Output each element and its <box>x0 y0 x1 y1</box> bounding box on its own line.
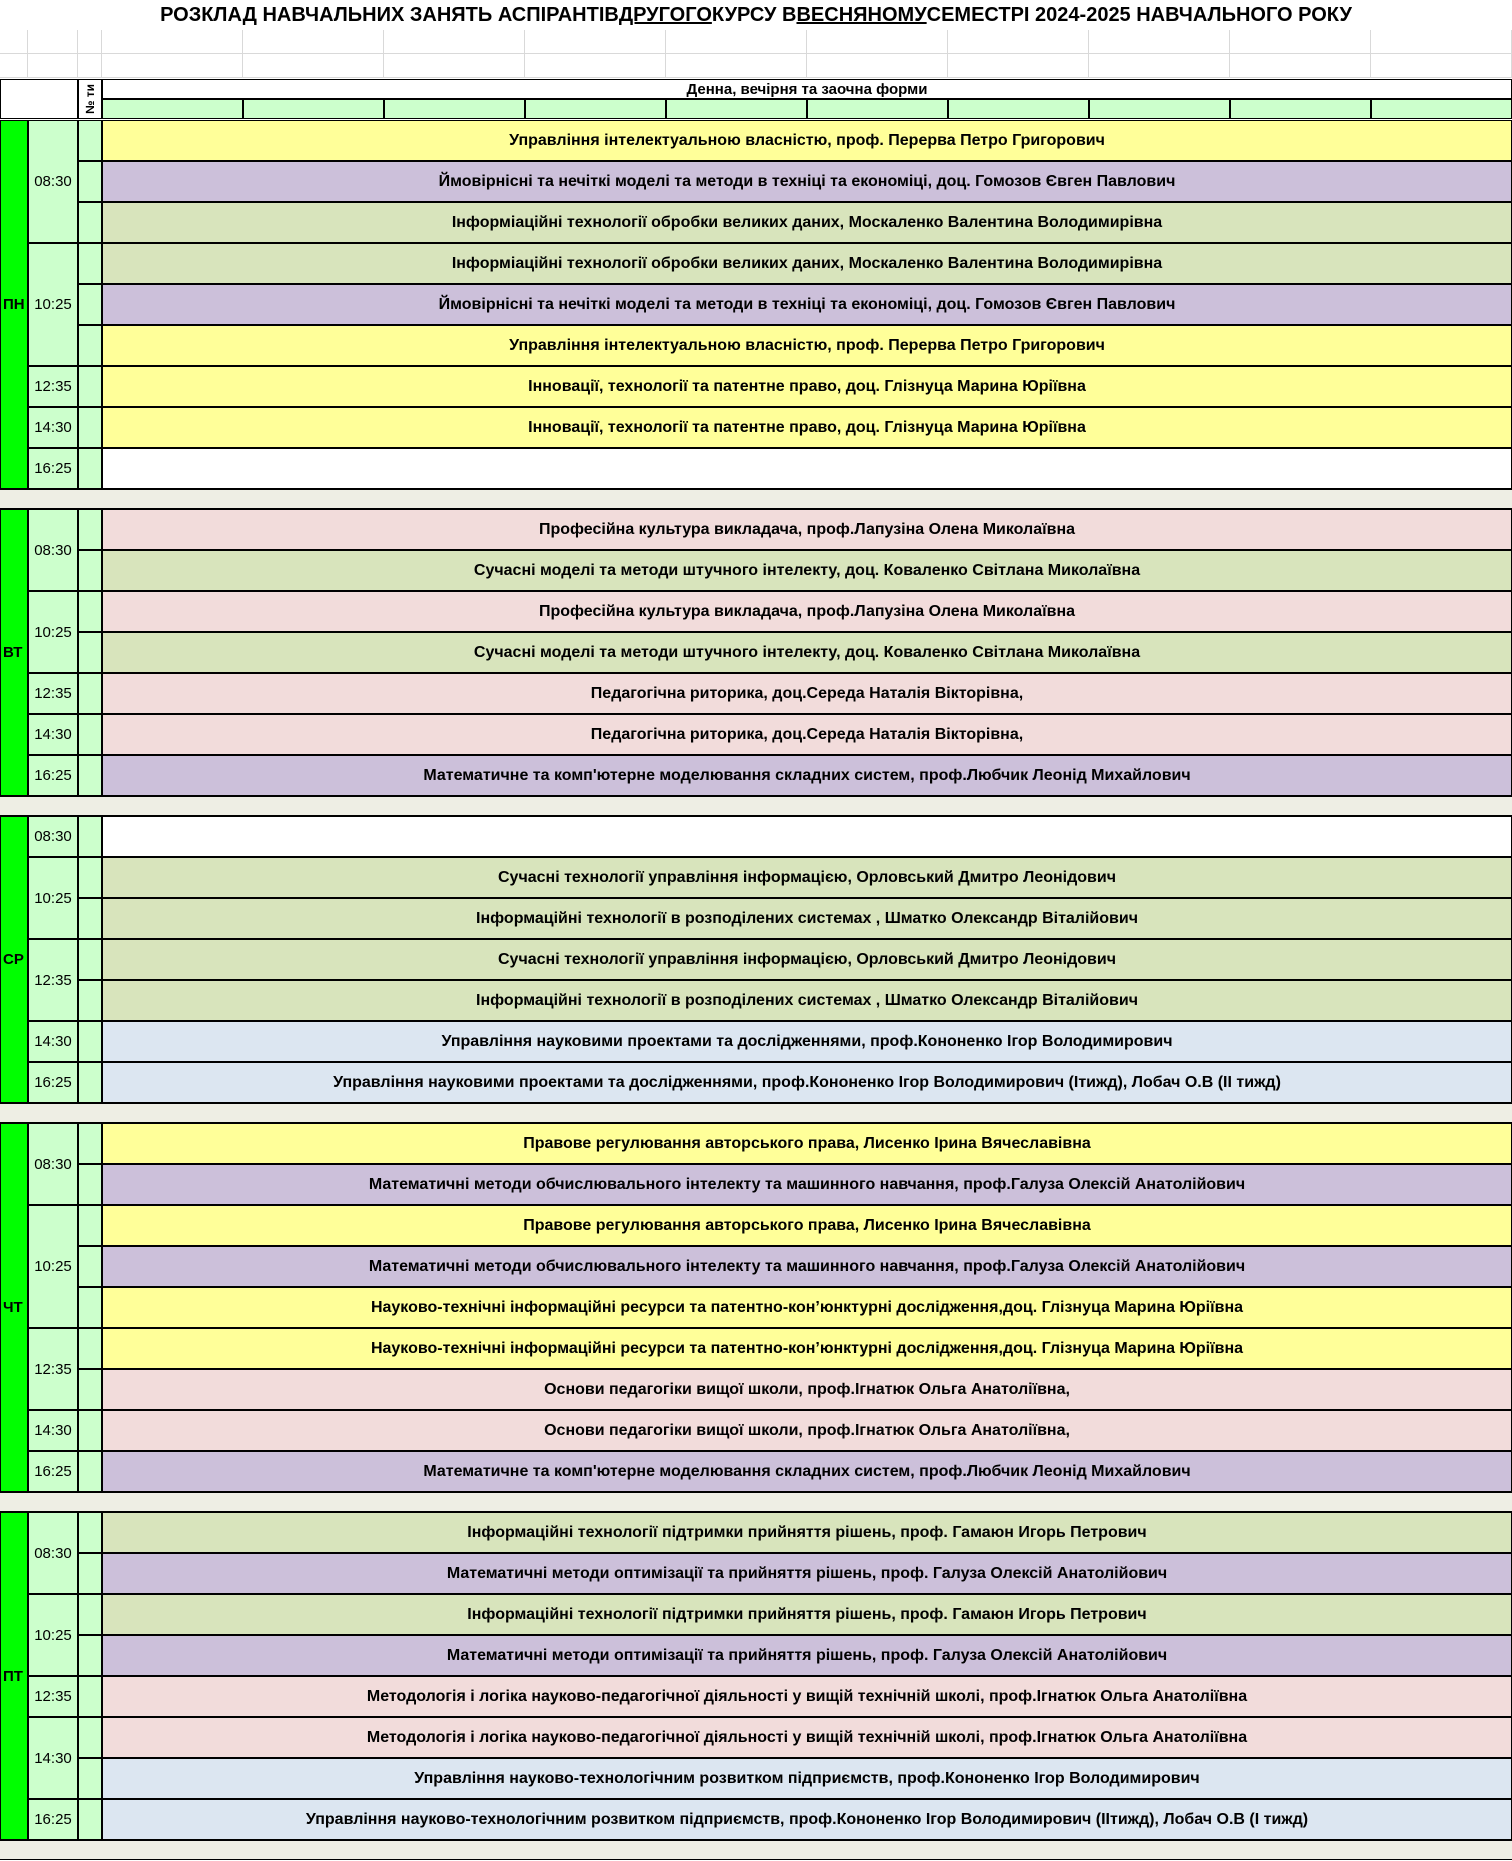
empty-grid-cell <box>1089 30 1230 54</box>
forms-subheader-cell <box>1230 99 1371 119</box>
type-number-cell <box>78 755 102 796</box>
forms-subheader-cell <box>525 99 666 119</box>
class-cell <box>102 816 1512 857</box>
forms-subheader-cell <box>1371 99 1512 119</box>
type-number-cell <box>78 1799 102 1840</box>
class-cell: Сучасні технології управління інформацією, Орловський Дмитро Леонідович <box>102 939 1512 980</box>
forms-subheader-cell <box>384 99 525 119</box>
type-number-cell <box>78 1123 102 1164</box>
time-slot: 14:30 <box>28 1410 78 1451</box>
type-number-cell <box>78 1021 102 1062</box>
empty-grid-cell <box>948 54 1089 78</box>
time-slot: 10:25 <box>28 1205 78 1328</box>
time-slot: 16:25 <box>28 448 78 489</box>
empty-grid-cell <box>0 30 28 54</box>
time-slot: 14:30 <box>28 714 78 755</box>
type-number-cell <box>78 120 102 161</box>
type-number-cell <box>78 816 102 857</box>
type-number-cell <box>78 1062 102 1103</box>
type-number-cell <box>78 1758 102 1799</box>
class-cell: Управління науково-технологічним розвитком підприємств, проф.Кононенко Ігор Володимирович (ІІтижд), Лобач О.В (І тижд) <box>102 1799 1512 1840</box>
class-cell: Інформаційні технології підтримки прийняття рішень, проф. Гамаюн Игорь Петрович <box>102 1594 1512 1635</box>
title-part-2: ДРУГОГО <box>618 3 712 26</box>
type-number-cell <box>78 1512 102 1553</box>
forms-subheader-cell <box>666 99 807 119</box>
forms-subheader-cell <box>102 99 243 119</box>
time-slot: 12:35 <box>28 673 78 714</box>
class-cell: Математичні методи обчислювального інтелекту та машинного навчання, проф.Галуза Олексій Анатолійович <box>102 1164 1512 1205</box>
empty-grid-cell <box>1230 54 1371 78</box>
type-number-label: № ти <box>83 84 97 114</box>
day-separator <box>0 796 1512 816</box>
day-label-5: ПТ <box>0 1512 28 1840</box>
type-number-cell <box>78 1246 102 1287</box>
time-slot: 14:30 <box>28 1021 78 1062</box>
class-cell: Основи педагогіки вищої школи, проф.Ігнатюк Ольга Анатоліївна, <box>102 1369 1512 1410</box>
empty-grid-cell <box>384 54 525 78</box>
time-slot: 16:25 <box>28 1062 78 1103</box>
empty-grid-cell <box>525 54 666 78</box>
class-cell: Математичне та комп'ютерне моделювання складних систем, проф.Любчик Леонід Михайлович <box>102 1451 1512 1492</box>
type-number-cell <box>78 550 102 591</box>
time-slot: 12:35 <box>28 1328 78 1410</box>
time-slot: 10:25 <box>28 243 78 366</box>
class-cell: Інформіаційні технології обробки великих даних, Москаленко Валентина Володимирівна <box>102 202 1512 243</box>
class-cell: Науково-технічні інформаційні ресурси та патентно-кон’юнктурні дослідження,доц. Глізнуца Марина Юріївна <box>102 1287 1512 1328</box>
class-cell: Управління науковими проектами та дослідженнями, проф.Кононенко Ігор Володимирович <box>102 1021 1512 1062</box>
empty-grid-cell <box>28 30 78 54</box>
type-number-cell <box>78 1451 102 1492</box>
title-part-3: КУРСУ В <box>711 3 797 26</box>
header-blank <box>0 79 78 119</box>
class-cell: Управління науково-технологічним розвитком підприємств, проф.Кононенко Ігор Володимирович <box>102 1758 1512 1799</box>
type-number-cell <box>78 161 102 202</box>
class-cell: Сучасні технології управління інформацією, Орловський Дмитро Леонідович <box>102 857 1512 898</box>
time-slot: 10:25 <box>28 591 78 673</box>
class-cell: Професійна культура викладача, проф.Лапузіна Олена Миколаївна <box>102 591 1512 632</box>
time-slot: 14:30 <box>28 1717 78 1799</box>
class-cell: Інформіаційні технології обробки великих даних, Москаленко Валентина Володимирівна <box>102 243 1512 284</box>
class-cell: Правове регулювання авторського права, Лисенко Ірина Вячеславівна <box>102 1123 1512 1164</box>
type-number-cell <box>78 366 102 407</box>
type-number-cell <box>78 1635 102 1676</box>
day-label-1: ПН <box>0 120 28 489</box>
type-number-cell <box>78 284 102 325</box>
empty-grid-cell <box>28 54 78 78</box>
class-cell: Методологія і логіка науково-педагогічної діяльності у вищій технічній школі, проф.Ігнатюк Ольга Анатоліївна <box>102 1717 1512 1758</box>
type-number-cell <box>78 1164 102 1205</box>
type-number-cell <box>78 673 102 714</box>
time-slot: 08:30 <box>28 509 78 591</box>
empty-grid-cell <box>243 30 384 54</box>
class-cell: Інформаційні технології в розподілених системах , Шматко Олександр Віталійович <box>102 898 1512 939</box>
type-number-cell <box>78 243 102 284</box>
class-cell: Інформаційні технології в розподілених системах , Шматко Олександр Віталійович <box>102 980 1512 1021</box>
empty-grid-cell <box>666 30 807 54</box>
time-slot: 08:30 <box>28 1512 78 1594</box>
type-number-cell <box>78 1287 102 1328</box>
type-number-cell <box>78 898 102 939</box>
time-slot: 12:35 <box>28 939 78 1021</box>
empty-grid-cell <box>666 54 807 78</box>
class-cell: Управління інтелектуальною власністю, проф. Перерва Петро Григорович <box>102 325 1512 366</box>
type-number-cell <box>78 857 102 898</box>
title-part-1: РОЗКЛАД НАВЧАЛЬНИХ ЗАНЯТЬ АСПІРАНТІВ <box>160 3 619 26</box>
time-slot: 14:30 <box>28 407 78 448</box>
time-slot: 16:25 <box>28 1799 78 1840</box>
type-number-cell <box>78 980 102 1021</box>
empty-grid-cell <box>1089 54 1230 78</box>
class-cell: Математичні методи оптимізації та прийняття рішень, проф. Галуза Олексій Анатолійович <box>102 1553 1512 1594</box>
class-cell: Математичні методи обчислювального інтелекту та машинного навчання, проф.Галуза Олексій Анатолійович <box>102 1246 1512 1287</box>
empty-grid-cell <box>1371 30 1512 54</box>
day-label-4: ЧТ <box>0 1123 28 1492</box>
time-slot: 16:25 <box>28 1451 78 1492</box>
empty-grid-cell <box>807 54 948 78</box>
class-cell: Інформаційні технології підтримки прийняття рішень, проф. Гамаюн Игорь Петрович <box>102 1512 1512 1553</box>
type-number-cell <box>78 1553 102 1594</box>
class-cell <box>102 448 1512 489</box>
day-label-3: СР <box>0 816 28 1103</box>
class-cell: Математичне та комп'ютерне моделювання складних систем, проф.Любчик Леонід Михайлович <box>102 755 1512 796</box>
time-slot: 08:30 <box>28 1123 78 1205</box>
time-slot: 10:25 <box>28 857 78 939</box>
day-separator <box>0 489 1512 509</box>
empty-grid-cell <box>384 30 525 54</box>
type-number-cell <box>78 632 102 673</box>
forms-subheader-cell <box>948 99 1089 119</box>
class-cell: Ймовірнісні та нечіткі моделі та методи в техніці та економіці, доц. Гомозов Євген Павлович <box>102 284 1512 325</box>
forms-subheader-cell <box>1089 99 1230 119</box>
type-number-cell <box>78 591 102 632</box>
type-number-cell <box>78 1676 102 1717</box>
class-cell: Методологія і логіка науково-педагогічної діяльності у вищій технічній школі, проф.Ігнатюк Ольга Анатоліївна <box>102 1676 1512 1717</box>
class-cell: Педагогічна риторика, доц.Середа Наталія Вікторівна, <box>102 673 1512 714</box>
empty-grid-cell <box>0 54 28 78</box>
class-cell: Науково-технічні інформаційні ресурси та патентно-кон’юнктурні дослідження,доц. Глізнуца Марина Юріївна <box>102 1328 1512 1369</box>
time-slot: 16:25 <box>28 755 78 796</box>
empty-grid-cell <box>807 30 948 54</box>
type-number-cell <box>78 1410 102 1451</box>
type-number-cell <box>78 509 102 550</box>
type-number-cell <box>78 1328 102 1369</box>
title-part-4: ВЕСНЯНОМУ <box>796 3 927 26</box>
class-cell: Інновації, технології та патентне право, доц. Глізнуца Марина Юріївна <box>102 366 1512 407</box>
time-slot: 08:30 <box>28 120 78 243</box>
day-separator <box>0 1492 1512 1512</box>
empty-grid-cell <box>525 30 666 54</box>
class-cell: Правове регулювання авторського права, Лисенко Ірина Вячеславівна <box>102 1205 1512 1246</box>
class-cell: Інновації, технології та патентне право, доц. Глізнуца Марина Юріївна <box>102 407 1512 448</box>
forms-header: Денна, вечірня та заочна форми <box>102 79 1512 99</box>
empty-grid-cell <box>78 30 102 54</box>
class-cell: Професійна культура викладача, проф.Лапузіна Олена Миколаївна <box>102 509 1512 550</box>
class-cell: Сучасні моделі та методи штучного інтелекту, доц. Коваленко Світлана Миколаївна <box>102 632 1512 673</box>
type-number-cell <box>78 407 102 448</box>
type-number-header <box>78 79 102 119</box>
type-number-cell <box>78 1205 102 1246</box>
day-label-2: ВТ <box>0 509 28 796</box>
empty-grid-cell <box>102 54 243 78</box>
empty-grid-cell <box>1371 54 1512 78</box>
type-number-cell <box>78 325 102 366</box>
day-separator <box>0 1103 1512 1123</box>
forms-subheader-cell <box>243 99 384 119</box>
type-number-cell <box>78 1717 102 1758</box>
type-number-cell <box>78 202 102 243</box>
type-number-cell <box>78 448 102 489</box>
empty-grid-cell <box>78 54 102 78</box>
class-cell: Ймовірнісні та нечіткі моделі та методи в техніці та економіці, доц. Гомозов Євген Павлович <box>102 161 1512 202</box>
time-slot: 10:25 <box>28 1594 78 1676</box>
empty-grid-cell <box>243 54 384 78</box>
empty-grid-cell <box>102 30 243 54</box>
time-slot: 12:35 <box>28 366 78 407</box>
type-number-cell <box>78 1594 102 1635</box>
title-part-5: СЕМЕСТРІ 2024-2025 НАВЧАЛЬНОГО РОКУ <box>926 3 1352 26</box>
type-number-cell <box>78 1369 102 1410</box>
class-cell: Управління науковими проектами та дослідженнями, проф.Кононенко Ігор Володимирович (Ітижд), Лобач О.В (ІІ тижд) <box>102 1062 1512 1103</box>
class-cell: Основи педагогіки вищої школи, проф.Ігнатюк Ольга Анатоліївна, <box>102 1410 1512 1451</box>
class-cell: Математичні методи оптимізації та прийняття рішень, проф. Галуза Олексій Анатолійович <box>102 1635 1512 1676</box>
empty-grid-cell <box>948 30 1089 54</box>
time-slot: 12:35 <box>28 1676 78 1717</box>
forms-subheader-cell <box>807 99 948 119</box>
time-slot: 08:30 <box>28 816 78 857</box>
day-separator <box>0 1840 1512 1860</box>
class-cell: Сучасні моделі та методи штучного інтелекту, доц. Коваленко Світлана Миколаївна <box>102 550 1512 591</box>
empty-grid-cell <box>1230 30 1371 54</box>
class-cell: Управління інтелектуальною власністю, проф. Перерва Петро Григорович <box>102 120 1512 161</box>
page-title <box>0 0 1512 30</box>
class-cell: Педагогічна риторика, доц.Середа Наталія Вікторівна, <box>102 714 1512 755</box>
type-number-cell <box>78 714 102 755</box>
type-number-cell <box>78 939 102 980</box>
